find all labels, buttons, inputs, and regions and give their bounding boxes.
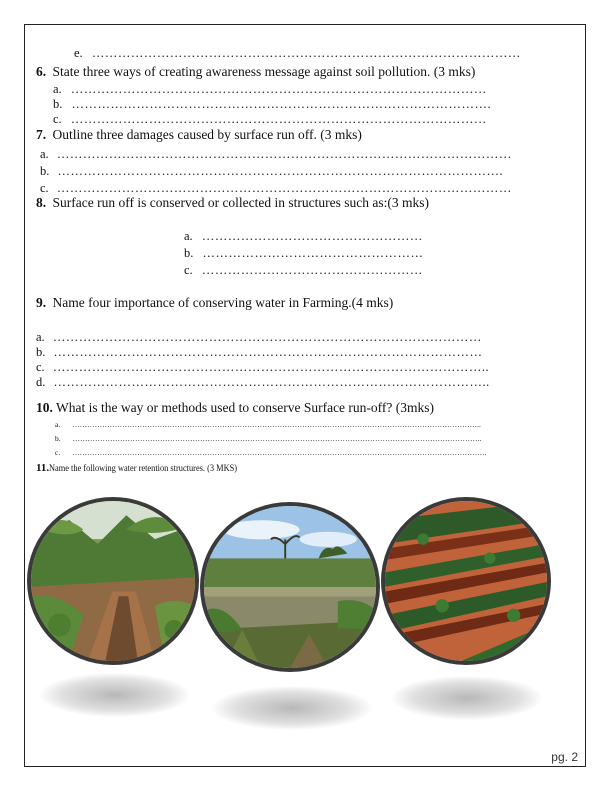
q9-answer-c[interactable]: c. ………………………………………………………………………………………..	[36, 360, 490, 374]
q6-answer-a[interactable]: a. ……………………………………………………………………………………	[53, 82, 487, 96]
photo-shadow-2	[212, 686, 372, 730]
q6-answer-c[interactable]: c. ……………………………………………………………………………………	[53, 112, 487, 126]
q8-answer-c[interactable]: c. ……………………………………………	[184, 263, 423, 277]
question-8: 8. Surface run off is conserved or collected in structures such as:(3 mks)	[36, 195, 430, 210]
q10-answer-b[interactable]: b. ………………………………………………………………………………………………………………………………………………..	[55, 434, 482, 443]
question-7: 7. Outline three damages caused by surface run off. (3 mks)	[36, 127, 362, 142]
photo-shadow-1	[40, 673, 190, 717]
q9-answer-b[interactable]: b. ………………………………………………………………………………………	[36, 345, 483, 359]
q7-answer-b[interactable]: b. ………………………………………………………………………………………….	[40, 164, 504, 178]
question-6: 6. State three ways of creating awareness message against soil pollution. (3 mks)	[36, 64, 476, 79]
question-9: 9. Name four importance of conserving water in Farming.(4 mks)	[36, 295, 394, 310]
q8-answer-a[interactable]: a. ……………………………………………	[184, 229, 423, 243]
photo-trench-among-banana-plants	[27, 497, 199, 665]
photo-shadow-3	[392, 676, 542, 720]
q6-answer-b[interactable]: b. …………………………………………………………………………………….	[53, 97, 492, 111]
page-number: pg. 2	[551, 750, 578, 764]
continuation-line: e. ………………………………………………………………………………………	[74, 46, 521, 60]
q10-answer-a[interactable]: a. ………………………………………………………………………………………………………………………………………………..	[55, 420, 481, 429]
q9-answer-d[interactable]: d. ………………………………………………………………………………………..	[36, 375, 490, 389]
pits-illustration	[385, 501, 547, 661]
q8-answer-b[interactable]: b. ……………………………………………	[184, 246, 424, 260]
photo-pond-with-grass	[200, 502, 380, 672]
question-11: 11.Name the following water retention structures. (3 MKS)	[36, 462, 238, 474]
q7-answer-a[interactable]: a. ……………………………………………………………………………………………	[40, 147, 512, 161]
q7-answer-c[interactable]: c. ……………………………………………………………………………………………	[40, 181, 512, 195]
q9-answer-a[interactable]: a. ………………………………………………………………………………………	[36, 330, 482, 344]
pond-illustration	[204, 506, 376, 668]
q10-answer-c[interactable]: c. ………………………………………………………………………………………………………………………………………………….	[55, 448, 487, 457]
trench-illustration	[31, 501, 195, 661]
photo-terraced-planting-pits	[381, 497, 551, 665]
question-10: 10. What is the way or methods used to conserve Surface run-off? (3mks)	[36, 400, 435, 415]
